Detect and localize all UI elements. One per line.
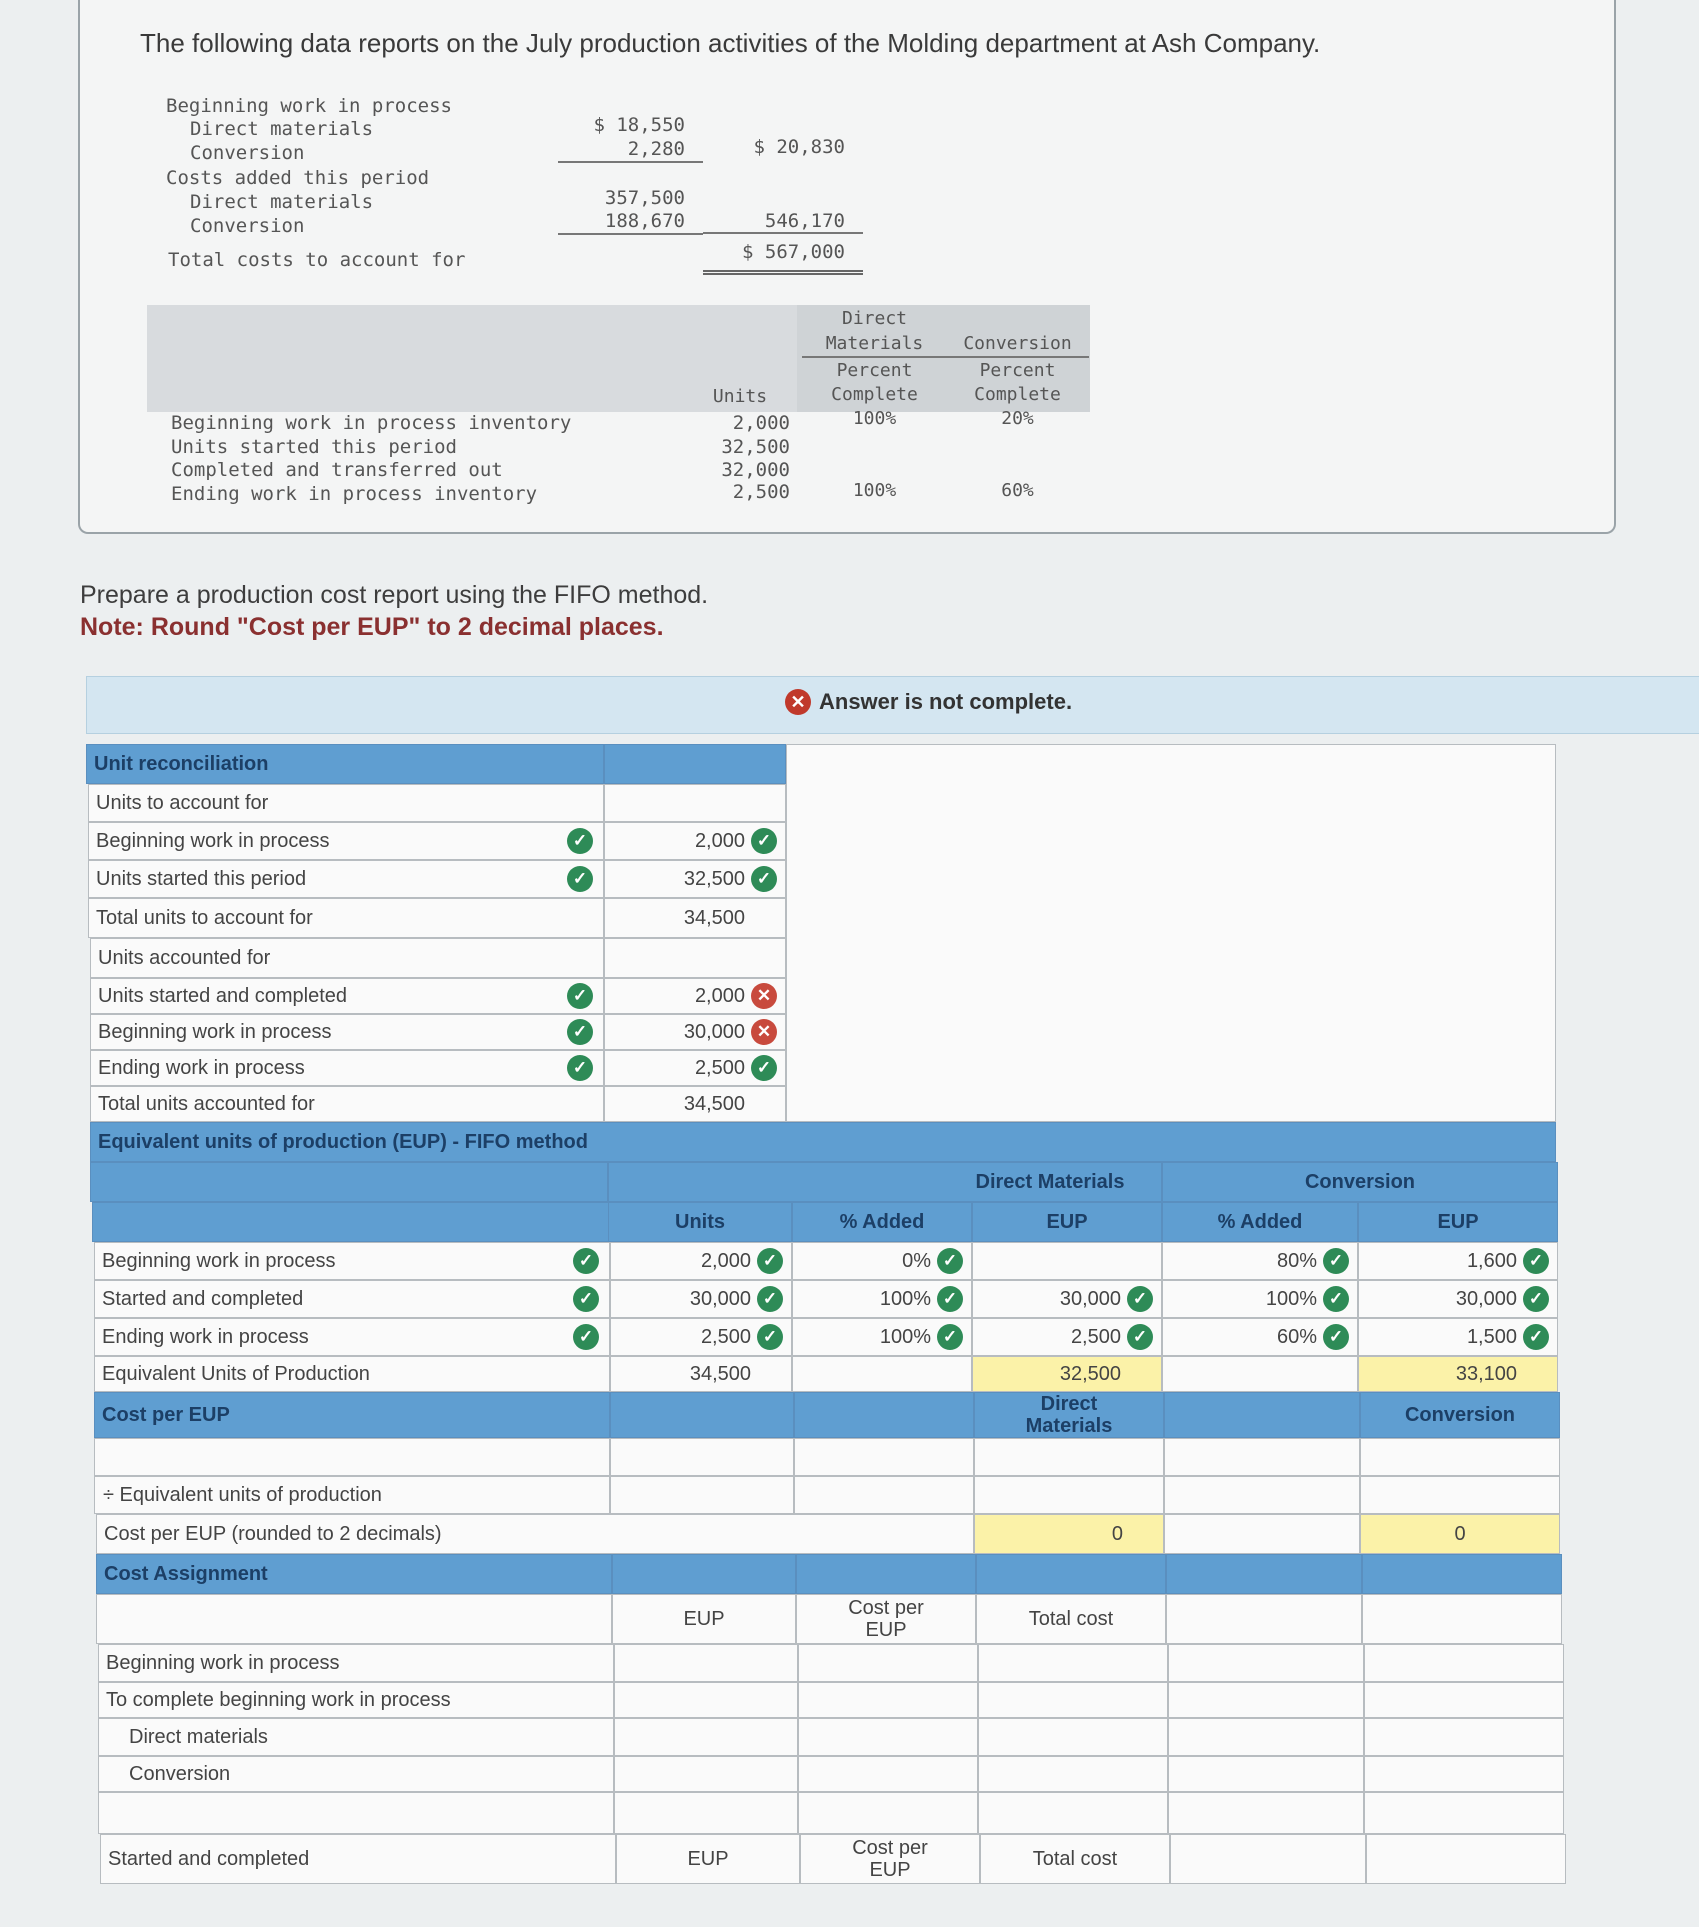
assign-cell[interactable] [798,1644,978,1682]
assign-cv-cost-input[interactable] [798,1756,978,1792]
underline [703,232,863,234]
recon-bwip-label[interactable] [88,822,604,860]
cv-added-col-header [1162,1202,1358,1242]
cell-text: 30,000 [1059,1287,1121,1310]
check-icon: ✓ [1323,1324,1349,1350]
cell-text: Conversion [129,1762,231,1785]
cell-text: EUP [1046,1211,1088,1233]
units-row-dm: 100% [852,408,897,429]
recon-started-label[interactable] [88,860,604,898]
units-row-label: Ending work in process inventory [171,483,538,505]
cost-per-conv-header [1360,1392,1560,1438]
units-col-header [608,1202,792,1242]
eup-ewip-cv-pct[interactable] [1162,1318,1358,1356]
check-icon: ✓ [1523,1324,1549,1350]
eup-section-header [90,1122,1556,1162]
header-cell [1166,1554,1362,1594]
blank-cell [1170,1834,1366,1884]
units-row-units: 2,000 [732,412,790,434]
cell-text: Cost per EUP [852,1837,928,1881]
dm-cost-per-eup [974,1514,1164,1554]
cell-text: Beginning work in process [96,829,330,852]
header-cell [796,1554,976,1594]
total-units-accounted-label [90,1086,604,1122]
cell-text: 2,500 [694,1056,745,1079]
assign-dm-cost-input[interactable] [798,1718,978,1756]
assign-cv-label [98,1756,614,1792]
cell-text: Started and completed [108,1847,310,1870]
assign-dm-label [98,1718,614,1756]
col-dm-top: Direct [841,308,908,329]
eup-sc-cv-eup[interactable] [1358,1280,1558,1318]
assign-dm-total[interactable] [978,1718,1168,1756]
problem-intro: The following data reports on the July production activities of the Molding department at Ash Company. [140,28,1321,58]
bwip-conv-label: Conversion [190,142,305,164]
blank-cell [96,1594,612,1644]
cell-text: 0% [902,1249,931,1272]
assign-cell[interactable] [614,1644,798,1682]
eup-conv-header [1162,1162,1558,1202]
added-label: Costs added this period [166,167,430,189]
total-costs-label: Total costs to account for [168,249,466,271]
assign-sc-cost-per-header [800,1834,980,1884]
cell-text: To complete beginning work in process [106,1688,451,1711]
cost-per-eup-header [94,1392,610,1438]
blank-cell [1362,1594,1562,1644]
recon-started-input[interactable] [604,860,786,898]
cell-text: 80% [1276,1249,1317,1272]
cell-text: % Added [1217,1211,1303,1233]
cv-cost-input[interactable] [1360,1438,1560,1476]
eup-sc-dm-eup[interactable] [972,1280,1162,1318]
check-icon: ✓ [567,866,593,892]
cost-per-dm-header [974,1392,1164,1438]
cv-divisor-input[interactable] [1360,1476,1560,1514]
empty-area [786,744,1556,1122]
cell-text: 2,500 [700,1325,751,1348]
cell-text: Cost per EUP [102,1403,230,1426]
assign-cell[interactable] [614,1792,798,1834]
check-icon: ✓ [751,866,777,892]
units-accounted-label [90,938,604,978]
answer-status [785,689,1072,715]
eup-ewip-label[interactable] [94,1318,610,1356]
assign-sc-label [100,1834,616,1884]
check-icon: ✓ [567,828,593,854]
cell-text: 32,500 [1059,1362,1121,1385]
eup-dm-header [608,1162,1162,1202]
cell-text: 100% [1265,1287,1317,1310]
units-row-label: Completed and transferred out [171,459,503,481]
cell-text: Units accounted for [98,946,271,969]
unit-reconciliation-header [86,744,604,784]
units-row-label: Units started this period [171,436,457,458]
eup-total-units [610,1356,792,1392]
blank-cell [1166,1594,1362,1644]
bwip-dm-value: $ 18,550 [593,114,685,136]
cell-text: 60% [1276,1325,1317,1348]
cell-text: Conversion [1304,1171,1416,1193]
total-units-to-account-value [604,898,786,938]
cell-text: Ending work in process [102,1325,309,1348]
total-units-accounted-value [604,1086,786,1122]
recon-ewip-label[interactable] [90,1050,604,1086]
cell-text: 100% [879,1287,931,1310]
header-cell [1362,1554,1562,1594]
assign-cell [1364,1718,1564,1756]
assign-bwip-label [98,1644,614,1682]
check-icon: ✓ [751,828,777,854]
cell-text: 1,600 [1466,1249,1517,1272]
cell-text: Conversion [1404,1404,1516,1426]
assign-complete-label [98,1682,614,1718]
check-icon: ✓ [757,1248,783,1274]
units-to-account-label [88,784,604,822]
eup-total-dm [972,1356,1162,1392]
cell-text: Unit reconciliation [94,752,269,775]
eup-bwip-dm-eup[interactable] [972,1242,1162,1280]
units-table-header [147,305,1090,412]
cost-input-cell[interactable] [610,1438,794,1476]
col-conv-complete: Complete [974,384,1061,405]
cell-text: Beginning work in process [98,1020,332,1043]
assign-blank-row[interactable] [98,1792,614,1834]
check-icon: ✓ [573,1286,599,1312]
recon-bwip2-input[interactable] [604,1014,786,1050]
eup-total-cv [1358,1356,1558,1392]
blank-cell [792,1356,972,1392]
assign-total-header [976,1594,1166,1644]
x-icon: ✕ [751,983,777,1009]
dm-eup-col-header [972,1202,1162,1242]
blank-cell [604,784,786,822]
units-row-dm: 100% [852,480,897,501]
col-units: Units [712,386,768,407]
dm-divisor-input[interactable] [974,1476,1164,1514]
units-row-conv: 60% [1001,480,1034,501]
eup-sc-label[interactable] [94,1280,610,1318]
assign-cell [1364,1682,1564,1718]
cell-text: 30,000 [1455,1287,1517,1310]
cell-text: Ending work in process [98,1056,305,1079]
cell-text: 34,500 [683,1092,745,1115]
cell-text: EUP [687,1848,729,1870]
eup-sc-dm-pct[interactable] [792,1280,972,1318]
col-dm-complete: Complete [831,384,918,405]
cost-input-cell[interactable] [1164,1438,1360,1476]
check-icon: ✓ [1323,1286,1349,1312]
cell-text: Cost per EUP (rounded to 2 decimals) [104,1522,442,1545]
added-conv-label: Conversion [190,215,305,237]
header-cell [604,744,786,784]
eup-bwip-label[interactable] [94,1242,610,1280]
header-cell [90,1162,608,1202]
check-icon: ✓ [1523,1248,1549,1274]
cell-text: Total cost [1032,1848,1118,1870]
eup-ewip-dm-eup[interactable] [972,1318,1162,1356]
eup-bwip-cv-pct[interactable] [1162,1242,1358,1280]
cell-text: Beginning work in process [102,1249,336,1272]
bwip-dm-label: Direct materials [190,118,374,140]
col-conv-percent: Percent [979,360,1056,381]
total-costs-value: $ 567,000 [742,241,845,263]
cell-text: 0 [1454,1523,1466,1545]
cell-text: Total cost [1028,1608,1114,1630]
check-icon: ✓ [567,983,593,1009]
eup-bwip-cv-eup[interactable] [1358,1242,1558,1280]
eup-ewip-dm-pct[interactable] [792,1318,972,1356]
cell-text: Total units to account for [96,906,313,929]
assign-cv-total[interactable] [978,1756,1168,1792]
bwip-label: Beginning work in process [166,95,452,117]
cell-text: 30,000 [689,1287,751,1310]
dm-added-col-header [792,1202,972,1242]
assign-cell[interactable] [978,1644,1168,1682]
check-icon: ✓ [1523,1286,1549,1312]
header-cell [612,1554,796,1594]
header-cell [1164,1392,1360,1438]
cell-text: 30,000 [683,1020,745,1043]
recon-ewip-input[interactable] [604,1050,786,1086]
assign-cell[interactable] [978,1792,1168,1834]
cell-text: 2,000 [694,829,745,852]
cost-per-eup-result-label [96,1514,974,1554]
check-icon: ✓ [573,1248,599,1274]
eup-ewip-units[interactable] [610,1318,792,1356]
eup-sc-units[interactable] [610,1280,792,1318]
check-icon: ✓ [757,1324,783,1350]
recon-sc-input[interactable] [604,978,786,1014]
assign-cell [1168,1718,1364,1756]
eup-bwip-dm-pct[interactable] [792,1242,972,1280]
cv-eup-col-header [1358,1202,1558,1242]
x-icon: ✕ [751,1019,777,1045]
cost-input-cell[interactable] [794,1438,974,1476]
eup-divisor-label[interactable] [94,1476,610,1514]
check-icon: ✓ [567,1055,593,1081]
assign-cell [1168,1792,1364,1834]
header-cell [794,1392,974,1438]
recon-sc-label[interactable] [90,978,604,1014]
cell-text: Units started this period [96,867,307,890]
rounding-note: Note: Round "Cost per EUP" to 2 decimal places. [80,613,664,641]
cell-text: 2,500 [1070,1325,1121,1348]
assign-sc-total-header [980,1834,1170,1884]
check-icon: ✓ [937,1324,963,1350]
blank-cell [1366,1834,1566,1884]
cell-text: EUP [683,1608,725,1630]
added-dm-value: 357,500 [604,187,685,209]
divisor-cell[interactable] [794,1476,974,1514]
cv-cost-per-eup [1360,1514,1560,1554]
instruction-text: Prepare a production cost report using the FIFO method. [80,581,709,609]
cell-text: Units started and completed [98,984,348,1007]
units-row-units: 32,500 [721,436,790,458]
assign-cell [614,1682,798,1718]
cell-text: Beginning work in process [106,1651,340,1674]
assign-dm-eup-input[interactable] [614,1718,798,1756]
added-conv-value: 188,670 [604,210,685,232]
units-row-units: 2,500 [732,481,790,503]
cell-text: Total units accounted for [98,1092,315,1115]
recon-bwip-input[interactable] [604,822,786,860]
cell-text: 34,500 [689,1362,751,1385]
header-cell [610,1392,794,1438]
added-total-value: 546,170 [764,210,845,232]
eup-bwip-units[interactable] [610,1242,792,1280]
underline [558,161,703,163]
cell-text: ÷ Equivalent units of production [103,1483,382,1506]
cost-assignment-header [96,1554,612,1594]
total-units-to-account-label [88,898,604,938]
check-icon: ✓ [937,1286,963,1312]
check-icon: ✓ [1127,1286,1153,1312]
cell-text: 2,000 [694,984,745,1007]
col-dm: Materials [825,333,924,354]
cell-text: 34,500 [683,906,745,929]
cell-text: 33,100 [1455,1362,1517,1385]
cell-text: Started and completed [102,1287,304,1310]
underline [558,233,703,235]
eup-ewip-cv-eup[interactable] [1358,1318,1558,1356]
assign-cell [1168,1756,1364,1792]
double-underline [703,270,863,275]
col-dm-percent: Percent [836,360,913,381]
assign-cell [1168,1644,1364,1682]
header-cell [976,1554,1166,1594]
cell-text: % Added [839,1211,925,1233]
header-cell [92,1202,610,1242]
cost-input-row[interactable] [94,1438,610,1476]
check-icon: ✓ [751,1055,777,1081]
assign-cell[interactable] [798,1792,978,1834]
cell-text: Direct materials [129,1725,268,1748]
dm-cost-input[interactable] [974,1438,1164,1476]
cell-text: Cost per EUP [848,1597,924,1641]
cell-text: Cost Assignment [104,1562,268,1585]
check-icon: ✓ [757,1286,783,1312]
check-icon: ✓ [937,1248,963,1274]
blank-cell [1164,1514,1360,1554]
assign-cv-eup-input[interactable] [614,1756,798,1792]
answer-status-text: Answer is not complete. [819,689,1073,714]
cell-text: Units to account for [96,791,269,814]
bwip-total-value: $ 20,830 [753,136,845,158]
divisor-cell[interactable] [1164,1476,1360,1514]
cell-text: EUP [1437,1211,1479,1233]
col-conv: Conversion [963,333,1072,354]
assign-cell [1168,1682,1364,1718]
assign-eup-header [612,1594,796,1644]
cell-text: Equivalent Units of Production [102,1362,370,1385]
assign-cell [798,1682,978,1718]
assign-cell [978,1682,1168,1718]
divisor-cell[interactable] [610,1476,794,1514]
added-dm-label: Direct materials [190,191,374,213]
cell-text: 1,500 [1466,1325,1517,1348]
check-icon: ✓ [573,1324,599,1350]
x-circle-icon: ✕ [785,689,811,715]
cell-text: 100% [879,1325,931,1348]
cell-text: Units [675,1211,725,1233]
bwip-conv-value: 2,280 [627,138,685,160]
units-row-conv: 20% [1001,408,1034,429]
blank-cell [604,938,786,978]
assign-cell [1364,1756,1564,1792]
cell-text: 0 [1111,1522,1123,1545]
units-row-units: 32,000 [721,459,790,481]
cell-text: Equivalent units of production (EUP) - FIFO method [98,1130,588,1153]
recon-bwip2-label[interactable] [90,1014,604,1050]
cell-text: Direct Materials [975,1171,1125,1193]
eup-total-label [94,1356,610,1392]
check-icon: ✓ [567,1019,593,1045]
assign-cell [1364,1644,1564,1682]
eup-sc-cv-pct[interactable] [1162,1280,1358,1318]
cell-text: Direct Materials [1025,1393,1113,1437]
cell-text: 32,500 [683,867,745,890]
assign-sc-eup-header [616,1834,800,1884]
assign-cost-per-header [796,1594,976,1644]
check-icon: ✓ [1127,1324,1153,1350]
cell-text: 2,000 [700,1249,751,1272]
blank-cell [1162,1356,1358,1392]
units-row-label: Beginning work in process inventory [171,412,572,434]
assign-cell [1364,1792,1564,1834]
check-icon: ✓ [1323,1248,1349,1274]
